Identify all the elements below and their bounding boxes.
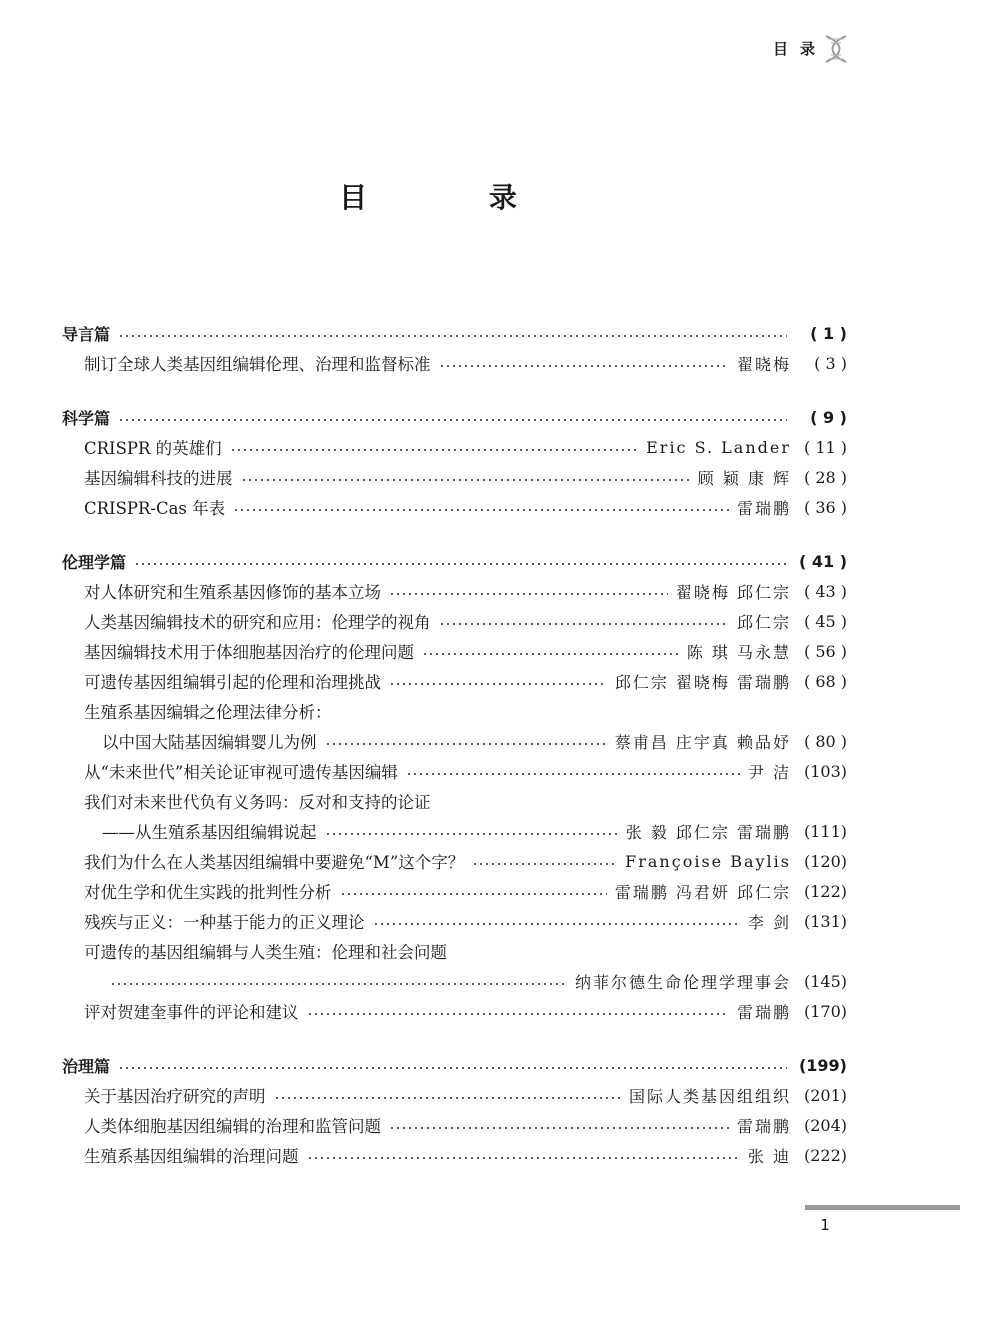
- entry-author: 雷瑞鹏 冯君妍 邱仁宗: [614, 882, 791, 902]
- entry-author: Françoise Baylis: [625, 851, 791, 871]
- page-ref: ( 80 ): [803, 731, 847, 751]
- entry-author: 张 迪: [747, 1146, 791, 1166]
- toc-entry[interactable]: [62, 876, 847, 906]
- leader-dots: [439, 623, 729, 625]
- entry-title: 生殖系基因编辑之伦理法律分析：: [84, 703, 332, 722]
- page-ref: ( 1 ): [810, 323, 847, 343]
- toc-entry[interactable]: [62, 348, 847, 378]
- entry-author: 雷瑞鹏: [736, 1002, 791, 1022]
- entry-author: 国际人类基因组组织: [628, 1086, 791, 1106]
- toc-section-governance: [62, 1050, 847, 1170]
- leader-dots: [307, 1013, 729, 1015]
- section-row[interactable]: [62, 546, 847, 576]
- entry-author: 纳菲尔德生命伦理学理事会: [574, 972, 791, 992]
- toc-entry[interactable]: [62, 1140, 847, 1170]
- toc-entry[interactable]: [62, 1080, 847, 1110]
- leader-dots: [389, 1127, 729, 1129]
- entry-subtitle: 以中国大陆基因编辑婴儿为例: [102, 733, 317, 752]
- toc-entry-continuation[interactable]: [62, 816, 847, 846]
- entry-title: CRISPR 的英雄们: [84, 439, 222, 458]
- entry-author: 翟晓梅 邱仁宗: [675, 582, 791, 602]
- entry-title: 对人体研究和生殖系基因修饰的基本立场: [84, 583, 381, 602]
- entry-author: 顾 颖 康 辉: [697, 468, 791, 488]
- toc-entry[interactable]: [62, 1110, 847, 1140]
- section-title: 科学篇: [62, 408, 111, 428]
- entry-author: 邱仁宗 翟晓梅 雷瑞鹏: [614, 672, 791, 692]
- entry-author: Eric S. Lander: [646, 437, 791, 457]
- entry-title: CRISPR-Cas 年表: [84, 499, 226, 518]
- leader-dots: [406, 773, 740, 775]
- toc-entry[interactable]: [62, 636, 847, 666]
- page-title: 目 录: [339, 181, 573, 214]
- entry-author: 雷瑞鹏: [736, 1116, 791, 1136]
- section-title: 伦理学篇: [62, 552, 127, 572]
- page-ref: ( 68 ): [803, 671, 847, 691]
- page-number: 1: [820, 1216, 830, 1234]
- leader-dots: [389, 593, 668, 595]
- toc-entry[interactable]: [62, 576, 847, 606]
- leader-dots: [439, 365, 729, 367]
- page-ref: (145): [803, 971, 847, 991]
- entry-title: 关于基因治疗研究的声明: [84, 1087, 266, 1106]
- page-ref: (122): [803, 881, 847, 901]
- toc-entry-first-line[interactable]: [62, 786, 847, 816]
- entry-author: 尹 洁: [747, 762, 791, 782]
- page-ref: ( 3 ): [814, 353, 847, 373]
- leader-dots: [325, 833, 618, 835]
- entry-author: 陈 琪 马永慧: [686, 642, 791, 662]
- toc-entry[interactable]: [62, 756, 847, 786]
- leader-dots: [118, 1067, 787, 1069]
- toc-entry[interactable]: [62, 432, 847, 462]
- toc-entry[interactable]: [62, 906, 847, 936]
- leader-dots: [118, 419, 787, 421]
- page-ref: ( 28 ): [803, 467, 847, 487]
- page-ref: (204): [803, 1115, 847, 1135]
- footer-rule: [805, 1205, 960, 1210]
- entry-title: 可遗传的基因组编辑与人类生殖：伦理和社会问题: [84, 943, 447, 962]
- entry-author: 雷瑞鹏: [736, 498, 791, 518]
- page-ref: ( 9 ): [810, 407, 847, 427]
- page-ref: ( 36 ): [803, 497, 847, 517]
- leader-dots: [373, 923, 740, 925]
- entry-title: 基因编辑科技的进展: [84, 469, 233, 488]
- entry-title: 基因编辑技术用于体细胞基因治疗的伦理问题: [84, 643, 414, 662]
- page-ref: (131): [803, 911, 847, 931]
- toc-entry-continuation[interactable]: [62, 726, 847, 756]
- entry-author: 张 毅 邱仁宗 雷瑞鹏: [625, 822, 791, 842]
- leader-dots: [340, 893, 607, 895]
- leader-dots: [472, 863, 617, 865]
- entry-title: 人类基因编辑技术的研究和应用：伦理学的视角: [84, 613, 431, 632]
- entry-title: 对优生学和优生实践的批判性分析: [84, 883, 332, 902]
- toc-entry-continuation[interactable]: [62, 966, 847, 996]
- page-ref: (222): [803, 1145, 847, 1165]
- leader-dots: [110, 983, 567, 985]
- page-ref: ( 56 ): [803, 641, 847, 661]
- toc-entry[interactable]: [62, 846, 847, 876]
- entry-title: 制订全球人类基因组编辑伦理、治理和监督标准: [84, 355, 431, 374]
- leader-dots: [389, 683, 607, 685]
- toc-section-ethics: [62, 546, 847, 1026]
- toc-entry-first-line[interactable]: [62, 936, 847, 966]
- page-ref: (120): [803, 851, 847, 871]
- section-row[interactable]: [62, 402, 847, 432]
- entry-author: 蔡甫昌 庄宇真 赖品妤: [614, 732, 791, 752]
- toc-section-science: [62, 402, 847, 522]
- dna-helix-icon: [822, 34, 850, 64]
- toc-entry[interactable]: [62, 996, 847, 1026]
- entry-title: 我们对未来世代负有义务吗：反对和支持的论证: [84, 793, 431, 812]
- entry-title: 生殖系基因组编辑的治理问题: [84, 1147, 299, 1166]
- page-ref: ( 43 ): [803, 581, 847, 601]
- leader-dots: [241, 479, 690, 481]
- page-ref: ( 41 ): [798, 551, 847, 571]
- toc-entry[interactable]: [62, 462, 847, 492]
- entry-title: 我们为什么在人类基因组编辑中要避免“M”这个字？: [84, 853, 465, 872]
- entry-title: 人类体细胞基因组编辑的治理和监管问题: [84, 1117, 381, 1136]
- toc-entry[interactable]: [62, 666, 847, 696]
- leader-dots: [307, 1157, 740, 1159]
- section-title: 治理篇: [62, 1056, 111, 1076]
- entry-title: 残疾与正义：一种基于能力的正义理论: [84, 913, 365, 932]
- page-ref: ( 11 ): [803, 437, 847, 457]
- page-ref: (201): [803, 1085, 847, 1105]
- page-ref: (111): [803, 821, 847, 841]
- toc-entry-first-line[interactable]: [62, 696, 847, 726]
- toc-entry[interactable]: [62, 606, 847, 636]
- leader-dots: [118, 335, 787, 337]
- page-ref: (199): [798, 1055, 847, 1075]
- entry-title: 可遗传基因组编辑引起的伦理和治理挑战: [84, 673, 381, 692]
- entry-title: 评对贺建奎事件的评论和建议: [84, 1003, 299, 1022]
- leader-dots: [325, 743, 607, 745]
- entry-author: 翟晓梅: [736, 354, 791, 374]
- section-row[interactable]: [62, 318, 847, 348]
- leader-dots: [274, 1097, 621, 1099]
- page-ref: (103): [803, 761, 847, 781]
- entry-author: 邱仁宗: [736, 612, 791, 632]
- section-row[interactable]: [62, 1050, 847, 1080]
- table-of-contents: [62, 318, 847, 1194]
- running-header: 目录: [773, 40, 828, 58]
- leader-dots: [422, 653, 679, 655]
- section-title: 导言篇: [62, 324, 111, 344]
- page-ref: (170): [803, 1001, 847, 1021]
- leader-dots: [233, 509, 729, 511]
- entry-title: 从“未来世代”相关论证审视可遗传基因编辑: [84, 763, 398, 782]
- leader-dots: [230, 449, 638, 451]
- page-ref: ( 45 ): [803, 611, 847, 631]
- entry-author: 李 剑: [747, 912, 791, 932]
- entry-subtitle: ——从生殖系基因组编辑说起: [102, 823, 317, 842]
- toc-section-intro: [62, 318, 847, 378]
- toc-entry[interactable]: [62, 492, 847, 522]
- leader-dots: [134, 563, 787, 565]
